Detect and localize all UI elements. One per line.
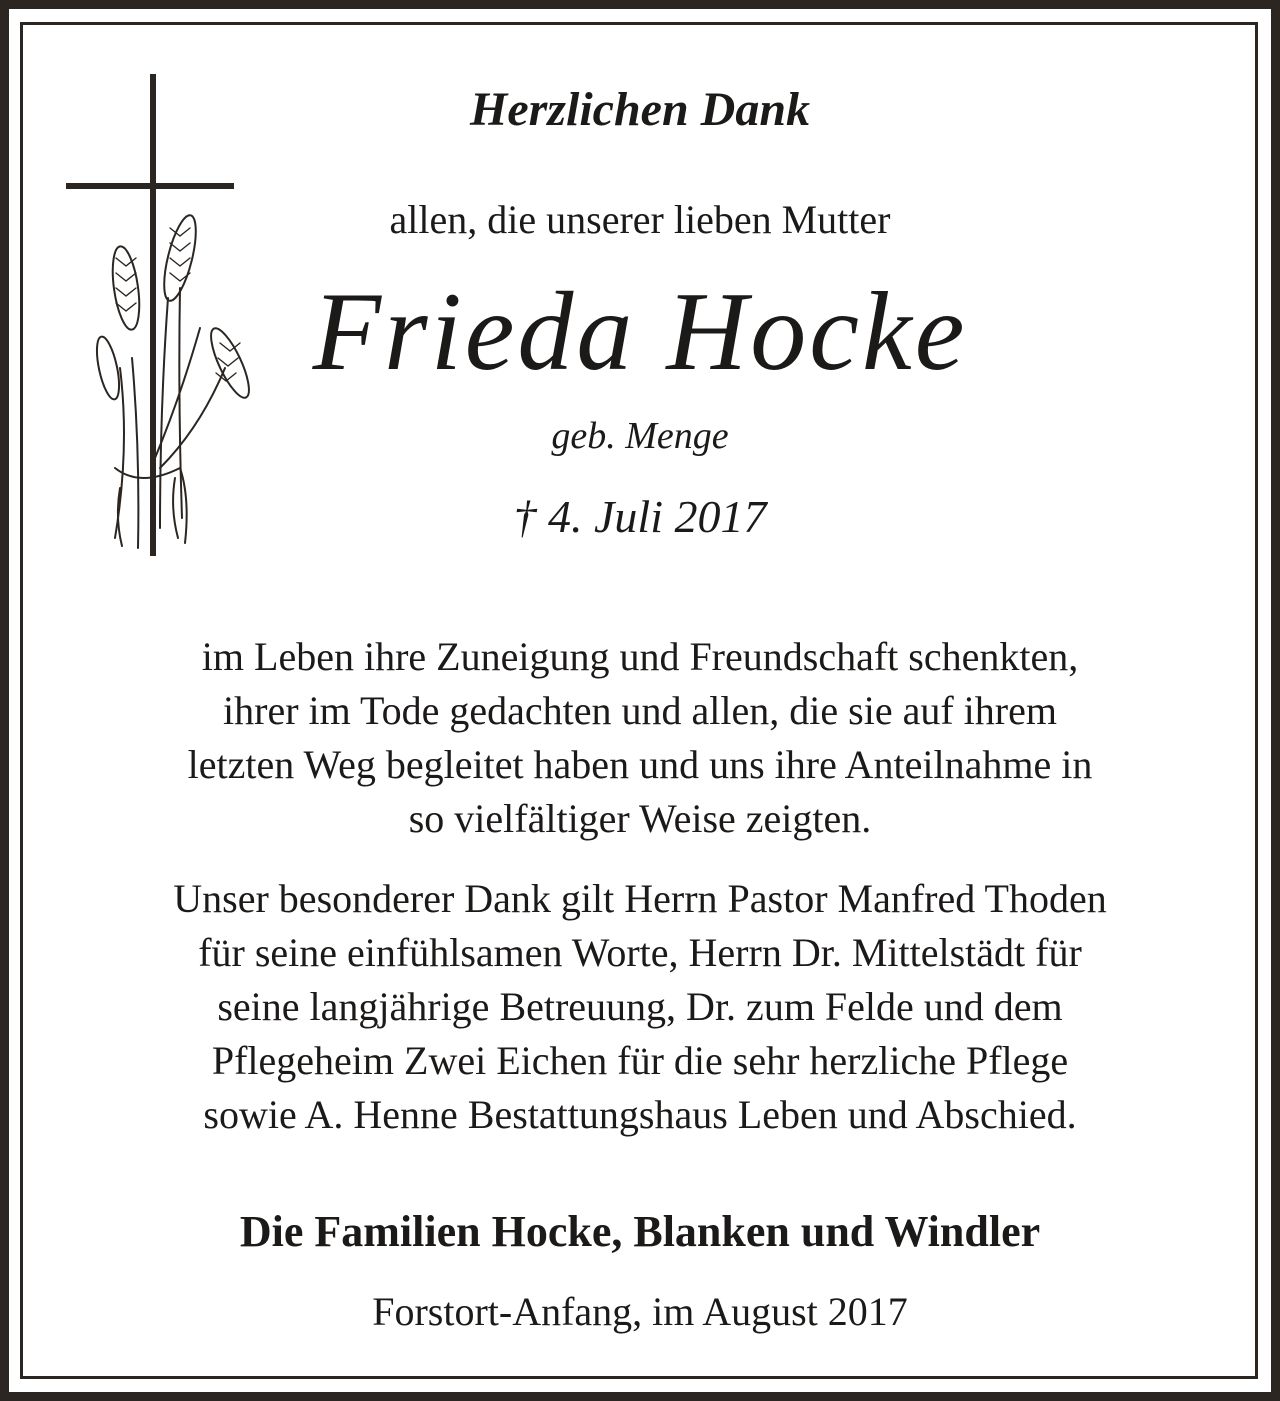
cross-with-wheat-icon	[60, 68, 250, 563]
maiden-name: geb. Menge	[551, 415, 729, 457]
message-paragraph-2	[0, 872, 1280, 1142]
heading: Herzlichen Dank	[469, 83, 811, 136]
message-line: letzten Weg begleitet haben und uns ihre Anteilnahme in	[187, 742, 1093, 787]
deceased-name: Frieda Hocke	[312, 270, 968, 394]
message-line: Pflegeheim Zwei Eichen für die sehr herzliche Pflege	[211, 1038, 1069, 1083]
message-paragraph-1	[0, 630, 1280, 846]
message-line: Unser besonderer Dank gilt Herrn Pastor Manfred Thoden	[173, 876, 1107, 921]
place-date: Forstort-Anfang, im August 2017	[372, 1289, 908, 1334]
death-date: † 4. Juli 2017	[513, 491, 767, 542]
message-line: so vielfältiger Weise zeigten.	[408, 796, 872, 841]
intro-text: allen, die unserer lieben Mutter	[389, 197, 891, 242]
signature: Die Familien Hocke, Blanken und Windler	[239, 1207, 1041, 1256]
message-line: seine langjährige Betreuung, Dr. zum Felde und dem	[217, 984, 1063, 1029]
message-line: im Leben ihre Zuneigung und Freundschaft schenkten,	[201, 634, 1079, 679]
message-line: für seine einfühlsamen Worte, Herrn Dr. Mittelstädt für	[198, 930, 1082, 975]
message-line: sowie A. Henne Bestattungshaus Leben und Abschied.	[203, 1092, 1077, 1137]
message-line: ihrer im Tode gedachten und allen, die sie auf ihrem	[223, 688, 1057, 733]
